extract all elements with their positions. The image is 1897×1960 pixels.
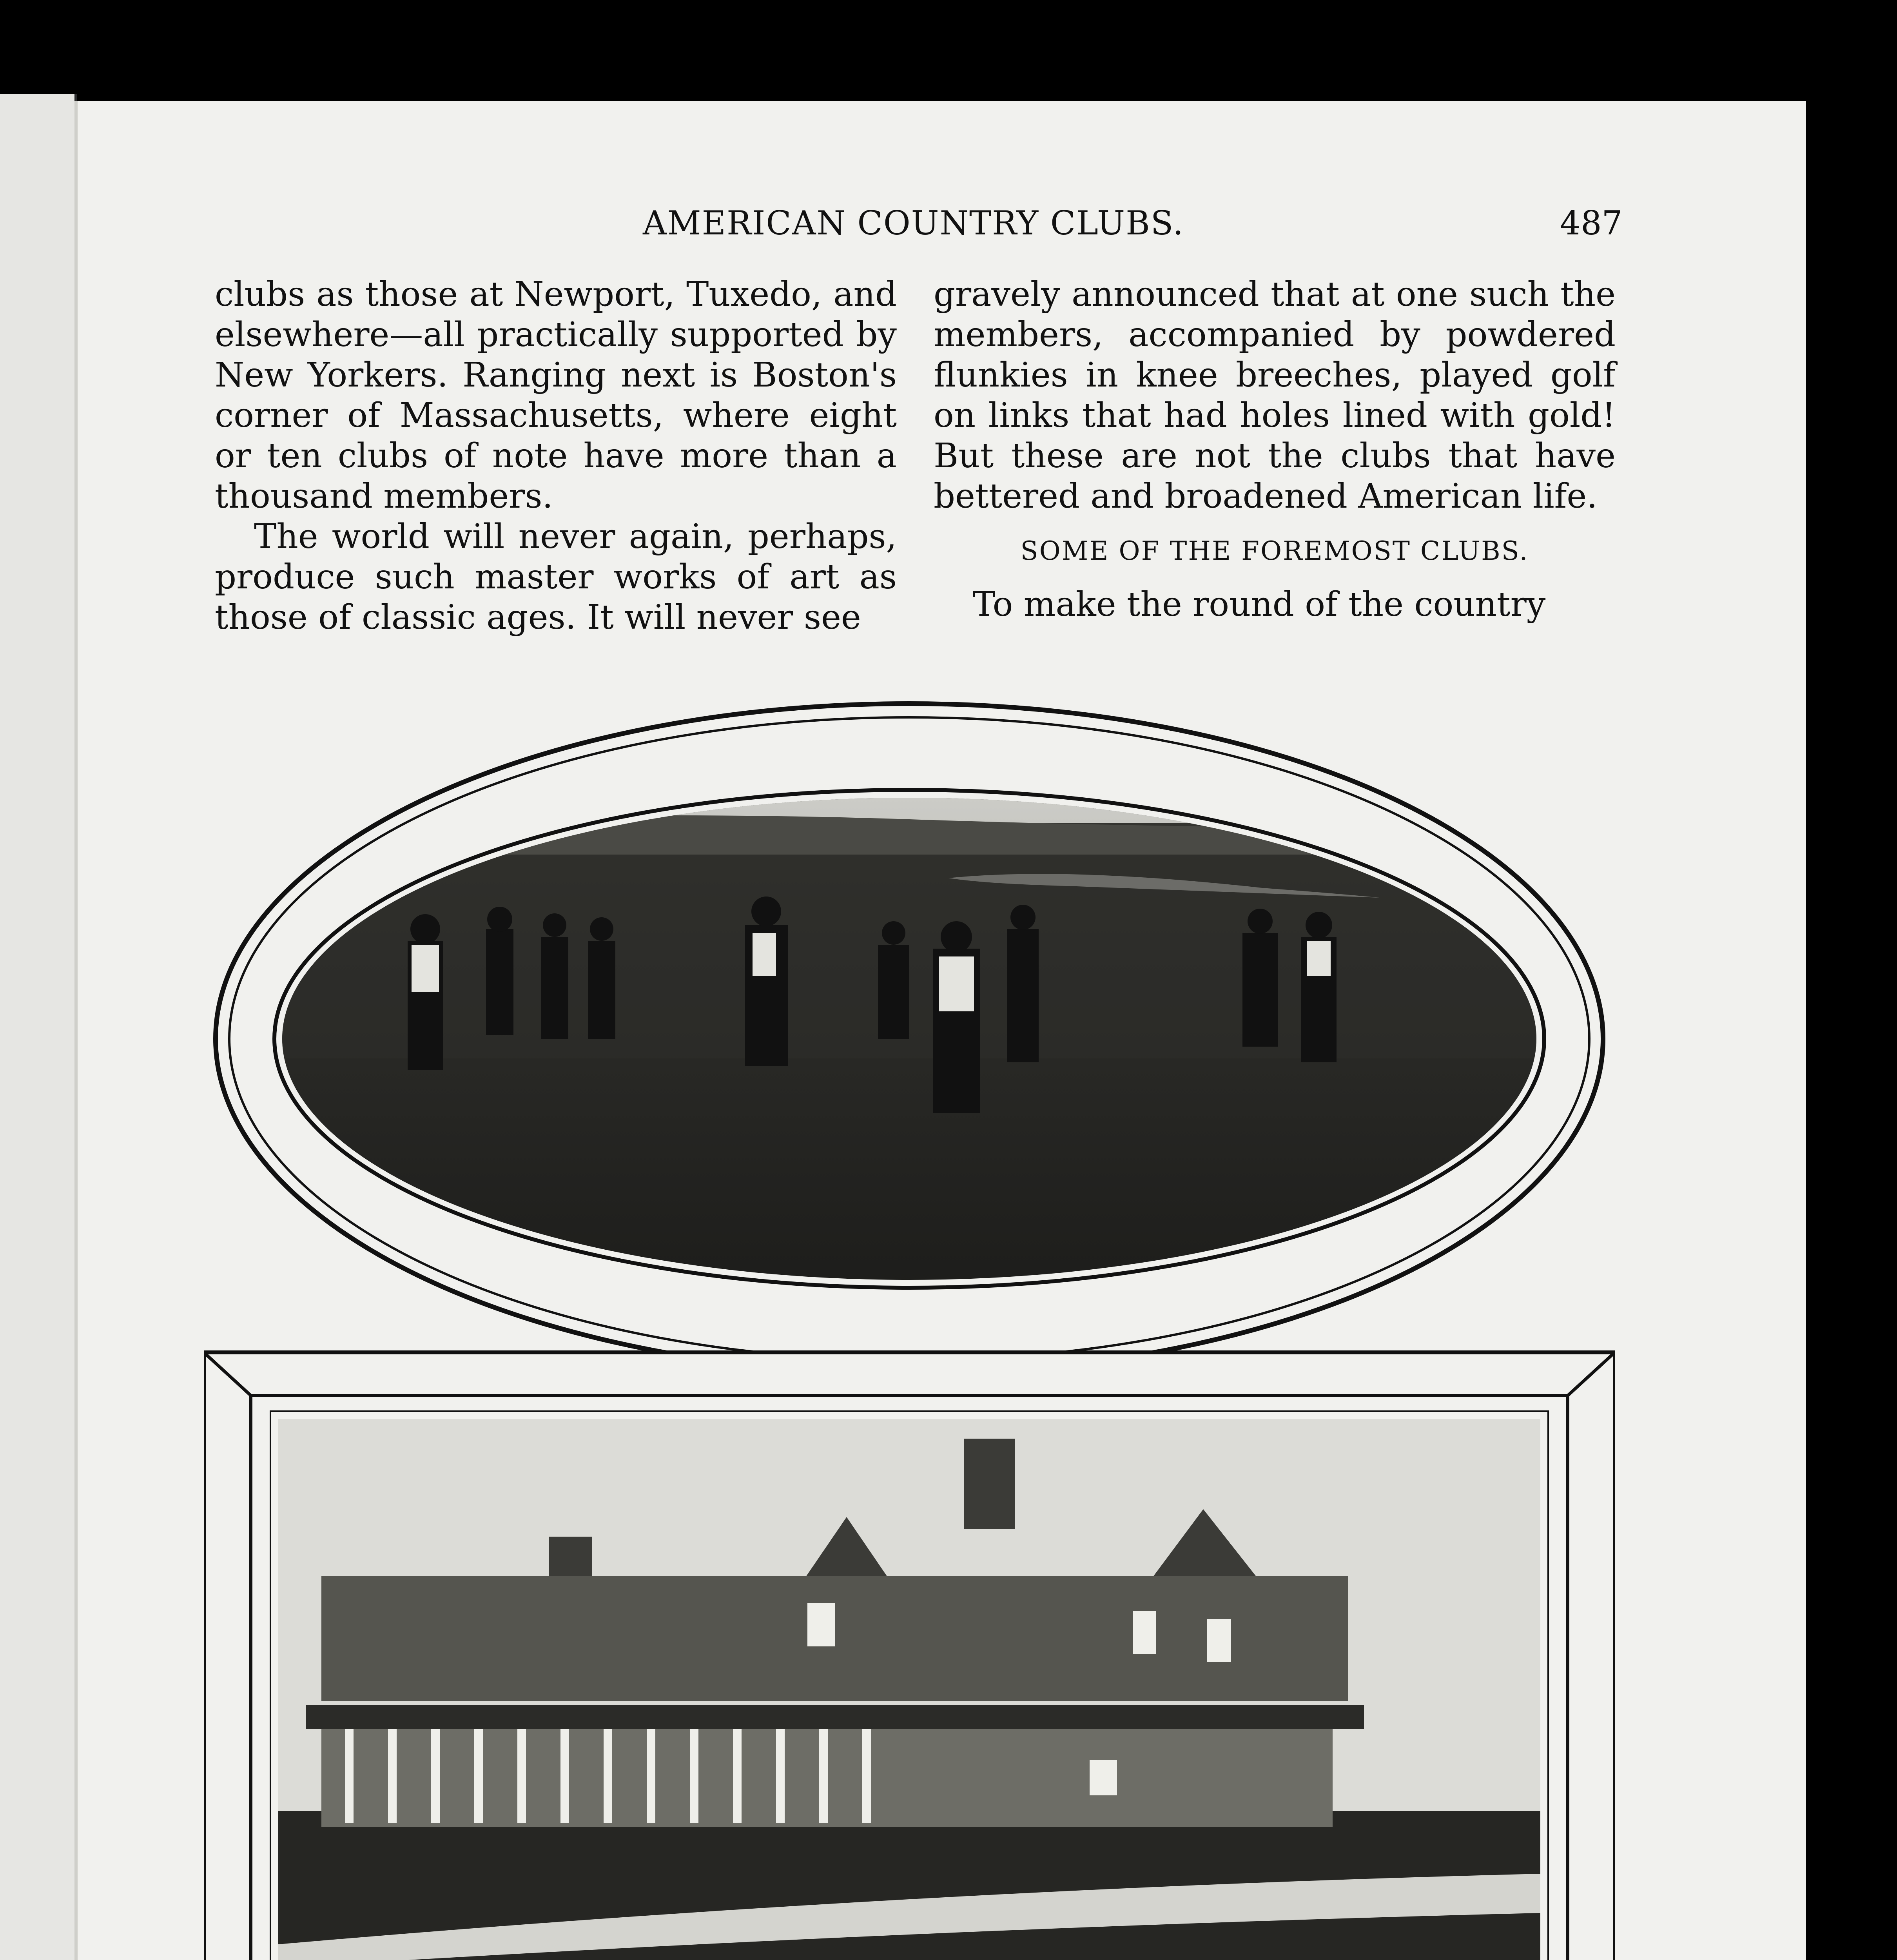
section-subhead: SOME OF THE FOREMOST CLUBS. [1020,536,1529,566]
running-head: AMERICAN COUNTRY CLUBS. [643,204,1184,242]
paragraph: The world will never again, perhaps, produce such master works of art as those of classic ages. It will never see [215,517,897,637]
paragraph: To make the round of the country [973,585,1546,624]
golf-course-engraving [204,690,1615,1396]
paragraph: gravely announced that at one such the members, accompanied by powdered flunkies in knee breeches, played golf on links that had holes lined with gold! But these are not the clubs that have bettered and broadened American life. [934,275,1616,516]
column-top-right [934,274,1616,625]
club-house-engraving [204,1352,1615,1960]
paragraph: clubs as those at Newport, Tuxedo, and elsewhere—all practically supported by New Yorkers. Ranging next is Boston's corner of Massachusetts, where eight or ten clubs of note have more than a thousand members. [215,275,897,516]
engravings-figure [204,690,1615,1960]
column-top-left [215,274,897,638]
facing-page-edge [0,94,77,1960]
page-number: 487 [1560,204,1623,242]
page-header [611,204,1623,243]
